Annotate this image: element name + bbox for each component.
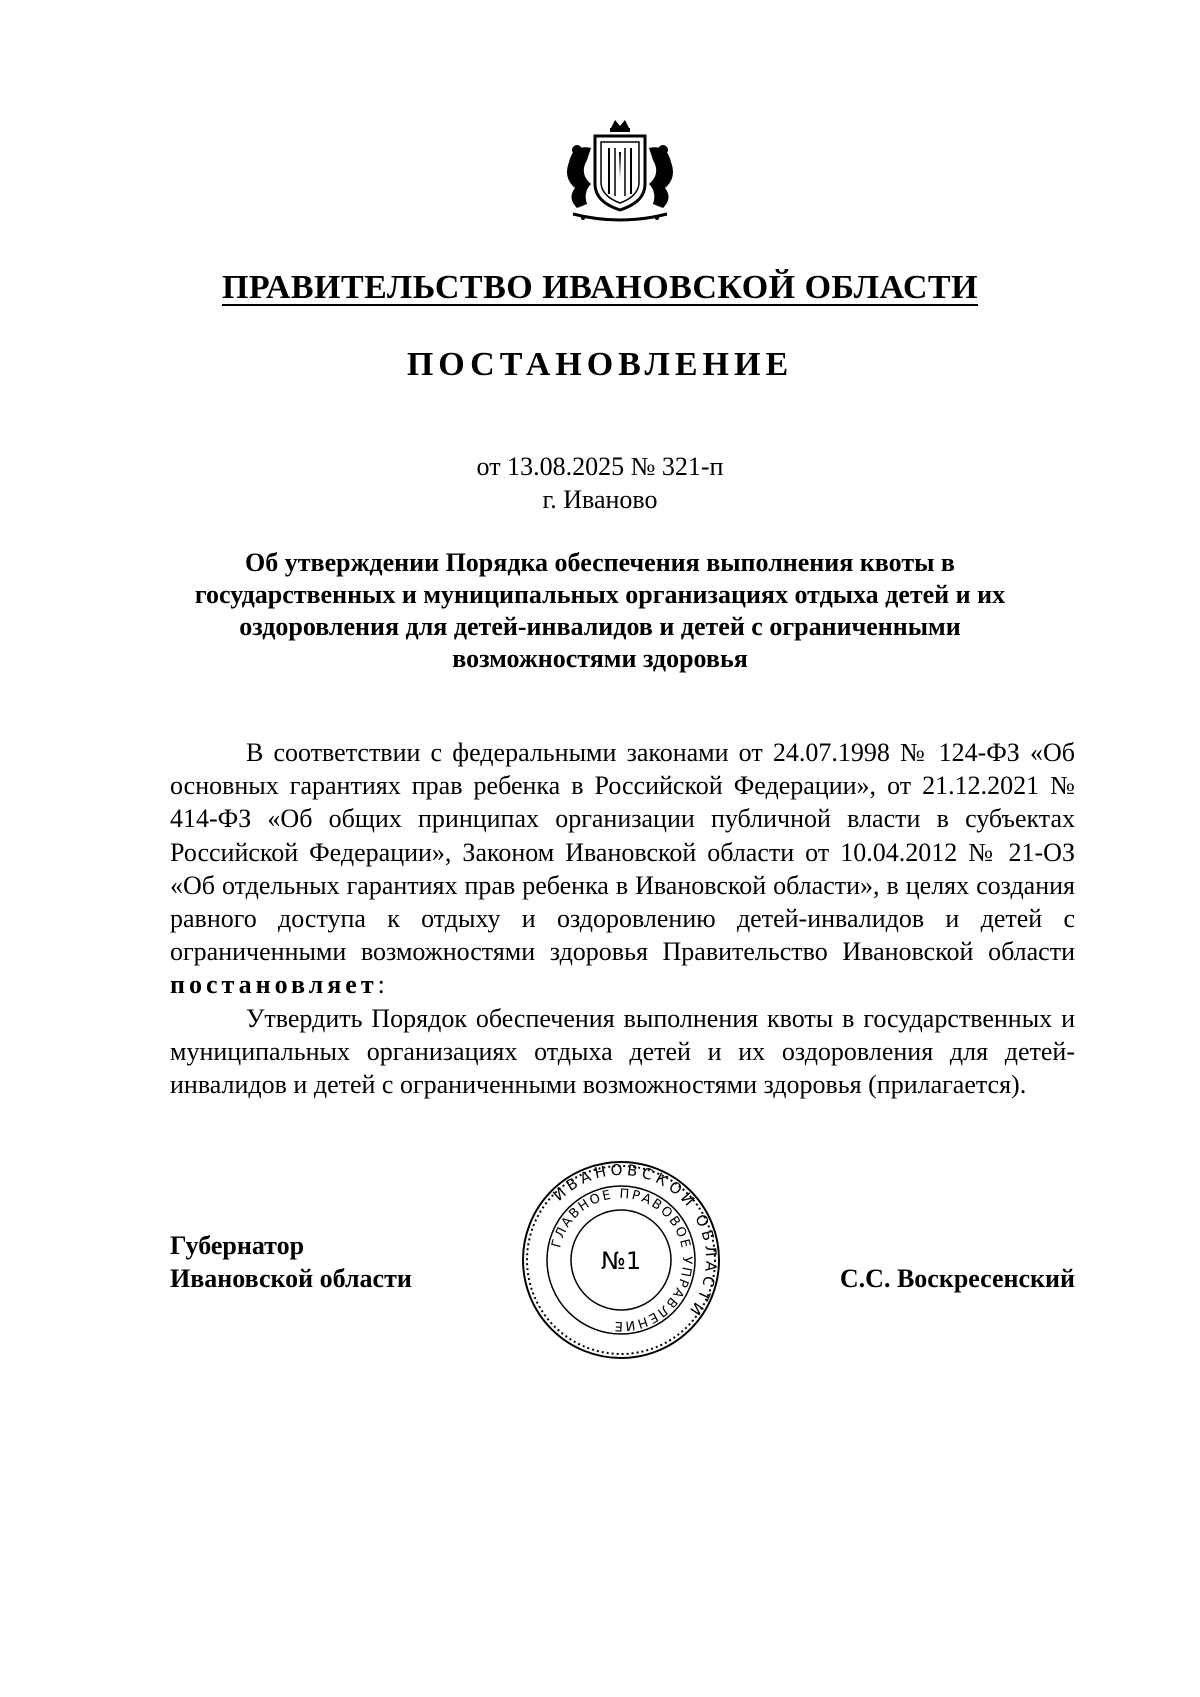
stamp-inner-text: ГЛАВНОЕ ПРАВОВОЕ УПРАВЛЕНИЕ xyxy=(549,1186,695,1334)
document-subject: Об утверждении Порядка обеспечения выполнения квоты в государственных и муниципальных организациях отдыха детей и их оздоровления для детей-инвалидов и детей с ограниченными возможностями здоровья xyxy=(194,548,1006,673)
body-paragraph-1 xyxy=(170,736,1075,1002)
city: г. Иваново xyxy=(542,485,658,514)
document-body xyxy=(170,736,1075,1101)
paragraph-1-text: В соответствии с федеральными законами от 24.07.1998 № 124-ФЗ «Об основных гарантиях прав ребенка в Российской Федерации», от 21.12.2021 № 414-ФЗ «Об общих принципах организации публичной власти в субъектах Российской Федерации», Законом Ивановской области от 10.04.2012 № 21-ОЗ «Об отдельных гарантиях прав ребенка в Ивановской области», в целях создания равного доступа к отдыху и оздоровлению детей-инвалидов и детей с ограниченными возможностями здоровья Правительство Ивановской области xyxy=(170,738,1075,967)
organization-title: ПРАВИТЕЛЬСТВО ИВАНОВСКОЙ ОБЛАСТИ xyxy=(221,269,979,306)
date-and-number: от 13.08.2025 № 321-п xyxy=(476,452,724,481)
position-line-2: Ивановской области xyxy=(170,1264,412,1293)
position-line-1: Губернатор xyxy=(170,1231,305,1260)
official-stamp xyxy=(521,1160,721,1360)
stamp-outer-text: ИВАНОВСКОЙ ОБЛАСТИ xyxy=(549,1160,721,1322)
body-paragraph-2: Утвердить Порядок обеспечения выполнения квоты в государственных и муниципальных организациях отдыха детей и их оздоровления для детей-инвалидов и детей с ограниченными возможностями здоровья (прилагается). xyxy=(170,1003,1075,1100)
resolves-suffix: : xyxy=(377,970,385,1000)
signatory-position xyxy=(170,1229,412,1295)
signatory-name: С.С. Воскресенский xyxy=(839,1264,1075,1293)
document-type-heading: ПОСТАНОВЛЕНИЕ xyxy=(406,346,794,383)
stamp-number: №1 xyxy=(600,1247,642,1275)
resolves-word: постановляет xyxy=(170,970,378,1000)
coat-of-arms-emblem xyxy=(553,118,687,226)
